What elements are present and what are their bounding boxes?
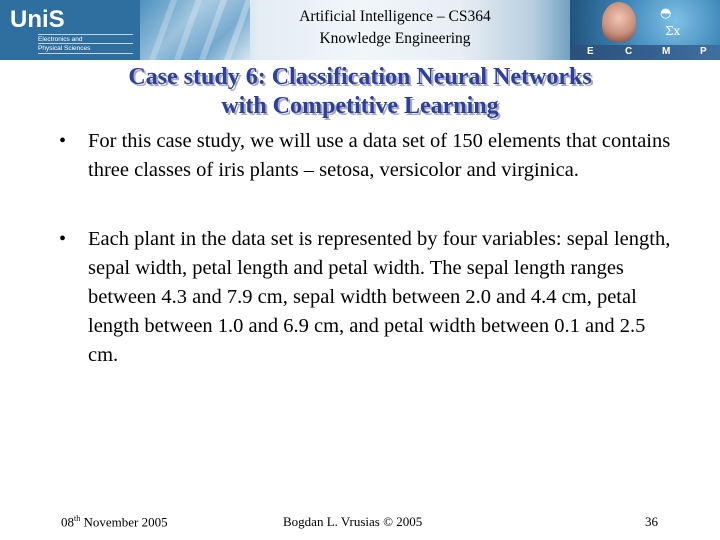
- footer-date-rest: November 2005: [80, 514, 168, 530]
- logo-line-1: Electronics and: [38, 36, 83, 43]
- bullet-text: For this case study, we will use a data set of 150 elements that contains three classes of iris plants – setosa, versicolor and virginica.: [88, 130, 671, 181]
- course-name: Artificial Intelligence – CS364: [299, 8, 491, 25]
- course-title: [250, 6, 540, 50]
- logo-line-2: Physical Sciences: [38, 45, 91, 52]
- logo-rule: [38, 53, 133, 54]
- department-photo: [570, 0, 720, 60]
- course-subtitle: Knowledge Engineering: [319, 30, 471, 47]
- department-letter-c: C: [625, 46, 633, 57]
- university-logo: [0, 0, 140, 60]
- logo-rule: [38, 34, 133, 35]
- building-photo: [140, 0, 250, 60]
- formula-glyph: Σx: [665, 24, 681, 38]
- bullet-item: [57, 225, 677, 370]
- department-letter-m: M: [662, 46, 671, 57]
- bullet-marker: •: [59, 130, 67, 152]
- department-letter-e: E: [587, 46, 594, 57]
- slide-title: [60, 63, 660, 121]
- footer-date: [61, 514, 168, 530]
- department-letter-p: P: [700, 46, 707, 57]
- slide-title-line-2: with Competitive Learning: [221, 93, 499, 119]
- person-image: [602, 2, 636, 42]
- footer-date-suffix: th: [74, 514, 81, 523]
- logo-name: UniS: [10, 6, 65, 33]
- logo-rule: [38, 43, 133, 44]
- slide-title-line-1: Case study 6: Classification Neural Networks: [128, 64, 592, 90]
- bullet-text: Each plant in the data set is represented by four variables: sepal length, sepal width, petal length and petal width. The sepal length ranges between 4.3 and 7.9 cm, sepal width between 2.0 and 4.4 cm, petal length between 1.0 and 6.9 cm, and petal width between 0.1 and 2.5 cm.: [88, 228, 671, 366]
- bullet-item: [57, 127, 677, 185]
- footer-author: Bogdan L. Vrusias © 2005: [283, 514, 423, 529]
- bullet-list: [57, 127, 677, 370]
- dolphin-icon: ◓: [660, 6, 672, 21]
- footer-date-day: 08: [61, 514, 74, 530]
- bullet-marker: •: [59, 228, 67, 250]
- page-number: 36: [645, 514, 658, 529]
